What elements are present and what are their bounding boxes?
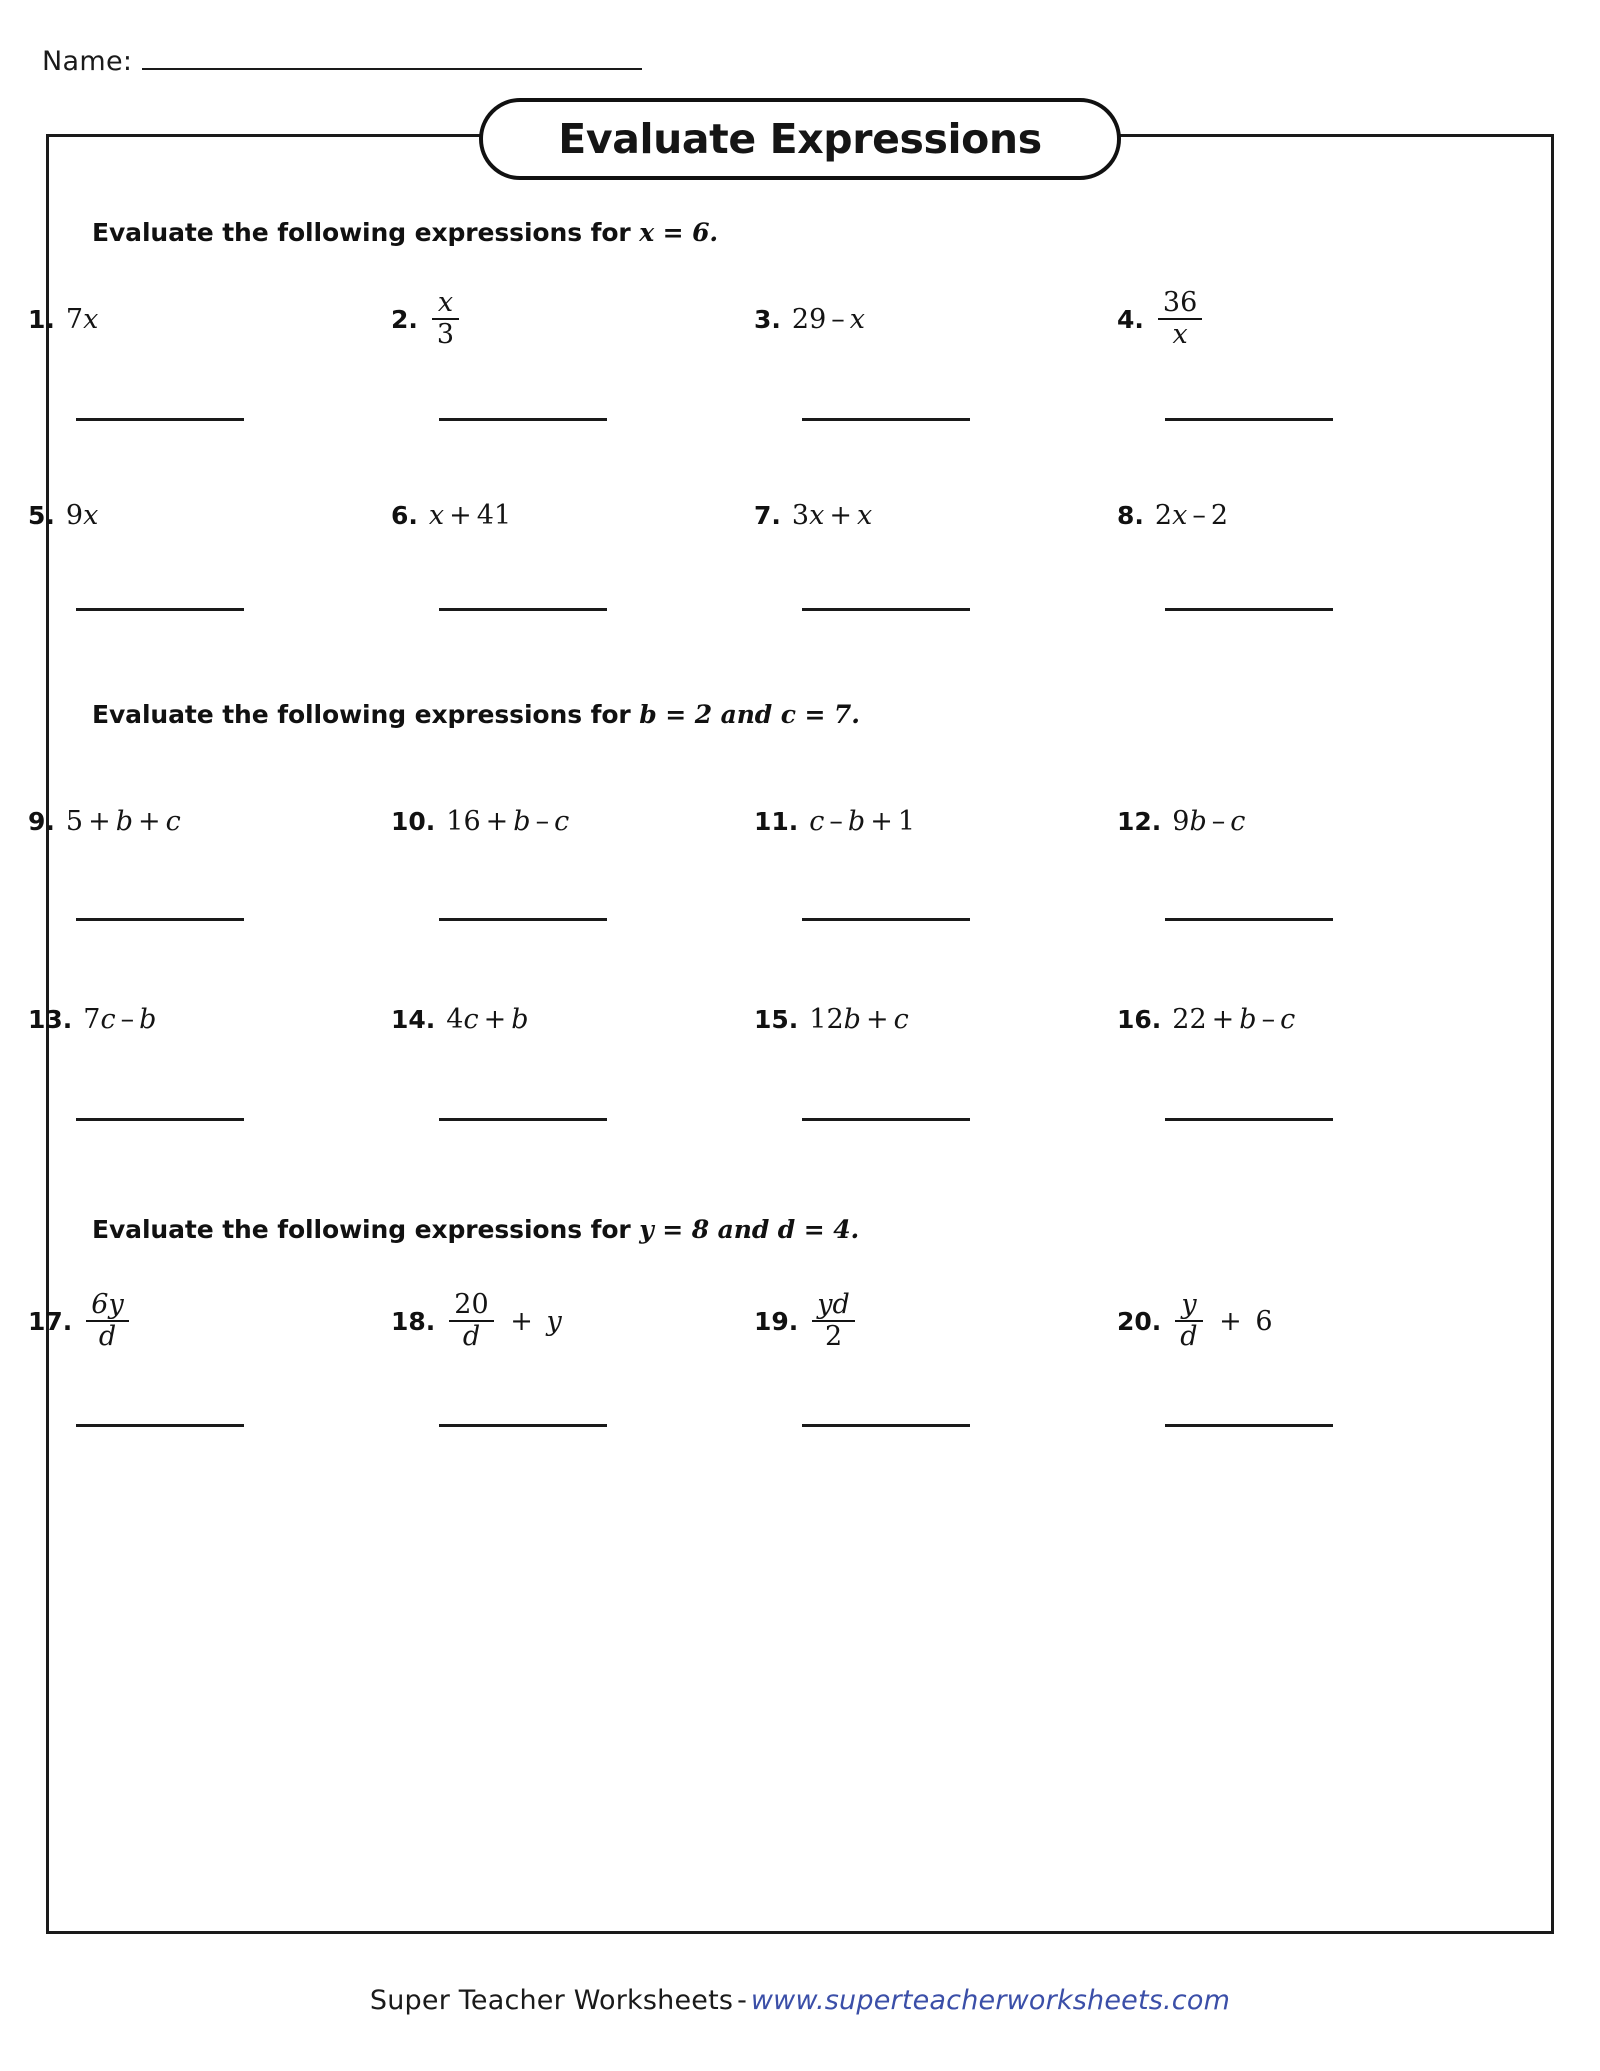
instruction-section-1: [92, 218, 718, 247]
answer-cell-5: [28, 608, 391, 611]
problem-expression: 3 x + x: [791, 499, 873, 531]
problem-number: 19.: [754, 1306, 799, 1336]
instruction-3-text: Evaluate the following expressions for: [92, 1215, 640, 1244]
problem-cell-7: [754, 484, 1117, 546]
answer-row-2: [28, 608, 1480, 611]
answer-blank[interactable]: [1165, 918, 1333, 921]
answer-cell-10: [391, 918, 754, 921]
fraction-numerator: yd: [817, 1289, 850, 1321]
name-row: [42, 46, 642, 77]
problem-expression: c – b + 1: [809, 805, 916, 837]
instruction-section-2: [92, 700, 860, 729]
fraction-numerator: y: [1181, 1289, 1197, 1321]
problem-number: 15.: [754, 1004, 799, 1034]
fraction: [1175, 1291, 1202, 1351]
problem-number: 5.: [28, 500, 55, 530]
fraction: [449, 1291, 493, 1351]
answer-blank[interactable]: [1165, 1118, 1333, 1121]
answer-blank[interactable]: [439, 608, 607, 611]
answer-row-3: [28, 918, 1480, 921]
problem-cell-3: [754, 288, 1117, 350]
fraction-denominator: 3: [436, 319, 455, 350]
problem-expression: [83, 1291, 131, 1351]
problem-number: 6.: [391, 500, 418, 530]
problem-row-3: [28, 790, 1480, 852]
footer-brand: Super Teacher Worksheets: [369, 1985, 734, 2016]
answer-cell-6: [391, 608, 754, 611]
problem-cell-10: [391, 790, 754, 852]
problem-cell-17: [28, 1290, 391, 1352]
fraction: [1158, 289, 1202, 349]
answer-cell-14: [391, 1118, 754, 1121]
fraction: [432, 289, 459, 349]
answer-cell-7: [754, 608, 1117, 611]
problem-number: 3.: [754, 304, 781, 334]
worksheet-title-pill: [479, 98, 1121, 180]
problem-cell-6: [391, 484, 754, 546]
answer-cell-20: [1117, 1424, 1480, 1427]
problem-expression: 12 b + c: [809, 1003, 909, 1035]
problem-number: 12.: [1117, 806, 1162, 836]
fraction-denominator: d: [462, 1321, 481, 1352]
instruction-1-vars: x = 6.: [639, 218, 719, 247]
problem-expression: [1155, 289, 1205, 349]
problem-cell-5: [28, 484, 391, 546]
fraction-numerator: 36: [1162, 287, 1198, 319]
problem-number: 20.: [1117, 1306, 1162, 1336]
problem-cell-20: [1117, 1290, 1480, 1352]
answer-cell-18: [391, 1424, 754, 1427]
problem-number: 4.: [1117, 304, 1144, 334]
problem-expression: [429, 289, 462, 349]
problem-cell-1: [28, 288, 391, 350]
problem-cell-15: [754, 988, 1117, 1050]
answer-blank[interactable]: [76, 1424, 244, 1427]
answer-cell-17: [28, 1424, 391, 1427]
footer-url-link[interactable]: www.superteacherworksheets.com: [750, 1985, 1231, 2016]
answer-row-4: [28, 1118, 1480, 1121]
fraction-denominator: 2: [824, 1321, 843, 1352]
answer-blank[interactable]: [76, 1118, 244, 1121]
fraction-suffix: +: [501, 1305, 542, 1337]
problem-number: 9.: [28, 806, 55, 836]
fraction-suffix: +: [1210, 1305, 1251, 1337]
problem-expression: 5 + b + c: [65, 805, 181, 837]
problem-number: 10.: [391, 806, 436, 836]
answer-blank[interactable]: [76, 418, 244, 421]
answer-blank[interactable]: [439, 418, 607, 421]
problem-number: 13.: [28, 1004, 73, 1034]
problem-expression: 9 x: [65, 499, 99, 531]
problem-cell-14: [391, 988, 754, 1050]
answer-blank[interactable]: [76, 918, 244, 921]
fraction: [86, 1291, 128, 1351]
problem-cell-16: [1117, 988, 1480, 1050]
answer-cell-1: [28, 418, 391, 421]
answer-blank[interactable]: [439, 1424, 607, 1427]
fraction-denominator: d: [1180, 1321, 1198, 1352]
answer-blank[interactable]: [802, 1424, 970, 1427]
problem-number: 18.: [391, 1306, 436, 1336]
problem-expression: 7 c – b: [83, 1003, 157, 1035]
problem-number: 2.: [391, 304, 418, 334]
answer-blank[interactable]: [802, 1118, 970, 1121]
problem-number: 16.: [1117, 1004, 1162, 1034]
instruction-2-vars: b = 2 and c = 7.: [639, 700, 860, 729]
problem-number: 8.: [1117, 500, 1144, 530]
instruction-1-text: Evaluate the following expressions for: [92, 218, 640, 247]
problem-row-2: [28, 484, 1480, 546]
answer-blank[interactable]: [1165, 418, 1333, 421]
problem-number: 7.: [754, 500, 781, 530]
problem-cell-8: [1117, 484, 1480, 546]
answer-cell-2: [391, 418, 754, 421]
problem-expression: 22 + b – c: [1172, 1003, 1296, 1035]
instruction-section-3: [92, 1215, 859, 1244]
problem-expression: 4 c + b: [446, 1003, 529, 1035]
answer-row-1: [28, 418, 1480, 421]
answer-cell-12: [1117, 918, 1480, 921]
answer-cell-4: [1117, 418, 1480, 421]
problem-cell-4: [1117, 288, 1480, 350]
problem-expression: [809, 1291, 858, 1351]
answer-cell-19: [754, 1424, 1117, 1427]
fraction-numerator: 6y: [91, 1289, 124, 1321]
problem-number: 17.: [28, 1306, 73, 1336]
problem-expression: x + 41: [428, 499, 512, 531]
problem-cell-12: [1117, 790, 1480, 852]
name-input-blank[interactable]: [142, 48, 642, 70]
fraction: [812, 1291, 855, 1351]
fraction-numerator: x: [437, 287, 454, 319]
fraction-denominator: x: [1172, 319, 1188, 350]
problem-number: 11.: [754, 806, 799, 836]
name-label: Name:: [42, 46, 133, 77]
problem-number: 1.: [28, 304, 55, 334]
instruction-3-vars: y = 8 and d = 4.: [639, 1215, 860, 1244]
answer-cell-13: [28, 1118, 391, 1121]
page-title: Evaluate Expressions: [558, 115, 1042, 163]
footer-separator: -: [737, 1985, 747, 2016]
problem-row-1: [28, 288, 1480, 350]
fraction-numerator: 20: [454, 1289, 489, 1321]
answer-cell-8: [1117, 608, 1480, 611]
problem-cell-19: [754, 1290, 1117, 1352]
problem-row-5: [28, 1290, 1480, 1352]
problem-cell-11: [754, 790, 1117, 852]
problem-expression: $\frac{y}{d}$ + 6: [1172, 1291, 1272, 1351]
answer-blank[interactable]: [1165, 1424, 1333, 1427]
problem-expression: 7 x: [65, 303, 99, 335]
fraction-denominator: d: [98, 1321, 117, 1352]
answer-blank[interactable]: [439, 1118, 607, 1121]
answer-blank[interactable]: [439, 918, 607, 921]
problem-expression: 16 + b – c: [446, 805, 570, 837]
answer-cell-9: [28, 918, 391, 921]
answer-blank[interactable]: [76, 608, 244, 611]
answer-blank[interactable]: [802, 418, 970, 421]
footer: [0, 1985, 1600, 2016]
answer-blank[interactable]: [802, 608, 970, 611]
problem-expression: $\frac{20}{d}$ + y: [446, 1291, 561, 1351]
instruction-2-text: Evaluate the following expressions for: [92, 700, 640, 729]
answer-blank[interactable]: [802, 918, 970, 921]
problem-cell-13: [28, 988, 391, 1050]
problem-row-4: [28, 988, 1480, 1050]
problem-expression: 2 x – 2: [1154, 499, 1229, 531]
problem-number: 14.: [391, 1004, 436, 1034]
problem-cell-2: [391, 288, 754, 350]
problem-expression: 9 b – c: [1172, 805, 1246, 837]
answer-row-5: [28, 1424, 1480, 1427]
problem-cell-18: [391, 1290, 754, 1352]
answer-cell-3: [754, 418, 1117, 421]
problem-cell-9: [28, 790, 391, 852]
answer-blank[interactable]: [1165, 608, 1333, 611]
answer-cell-16: [1117, 1118, 1480, 1121]
problem-expression: 29 – x: [791, 303, 865, 335]
answer-cell-11: [754, 918, 1117, 921]
answer-cell-15: [754, 1118, 1117, 1121]
